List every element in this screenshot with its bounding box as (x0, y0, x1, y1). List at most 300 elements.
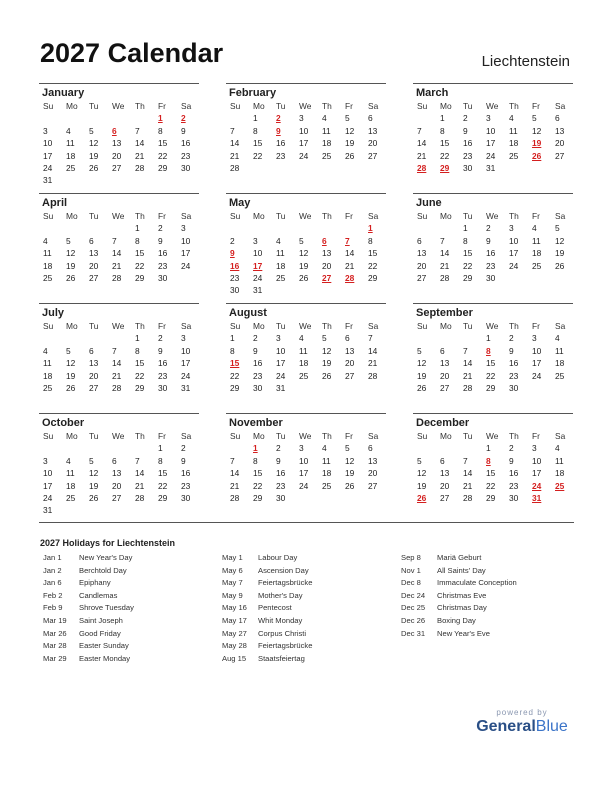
day-cell: 12 (66, 358, 76, 369)
holiday-column (222, 552, 312, 665)
day-cell: 25 (276, 272, 286, 283)
holiday-column (43, 552, 134, 665)
divider (39, 522, 574, 523)
day-cell: 6 (417, 235, 422, 246)
day-cell: 6 (368, 443, 373, 454)
empty-cell (39, 332, 62, 344)
day-cell: 17 (276, 358, 286, 369)
weekday-header: Su (417, 211, 428, 221)
day-cell: 8 (135, 345, 140, 356)
day-grid (226, 210, 386, 297)
weekday-header: Th (509, 321, 519, 331)
day-cell: 23 (276, 480, 286, 491)
weekday-header: We (486, 211, 499, 221)
weekday-header: Mo (440, 431, 452, 441)
day-cell: 17 (532, 468, 542, 479)
day-cell: 22 (486, 480, 496, 491)
day-cell: 26 (322, 370, 332, 381)
weekday-header: We (112, 211, 125, 221)
holiday-item (43, 640, 134, 653)
day-grid (39, 430, 199, 517)
day-cell: 21 (440, 260, 450, 271)
empty-cell (459, 332, 482, 344)
day-cell: 18 (66, 150, 76, 161)
day-cell: 14 (463, 358, 473, 369)
weekday-header: Th (135, 101, 145, 111)
day-cell: 2 (230, 235, 235, 246)
day-cell: 21 (230, 150, 240, 161)
holiday-name: Christmas Eve (437, 590, 487, 600)
day-cell: 23 (181, 480, 191, 491)
weekday-header: Su (230, 431, 241, 441)
day-cell: 7 (463, 345, 468, 356)
day-cell: 1 (440, 113, 445, 124)
day-cell: 9 (509, 345, 514, 356)
day-cell: 16 (181, 468, 191, 479)
day-cell: 4 (66, 125, 71, 136)
holiday-name: Mother's Day (258, 590, 303, 600)
holiday-name: New Year's Day (79, 553, 133, 562)
day-cell: 8 (368, 235, 373, 246)
holiday-day: 28 (345, 272, 355, 283)
day-cell: 3 (299, 443, 304, 454)
weekday-header: Th (509, 101, 519, 111)
day-grid (226, 100, 386, 174)
day-cell: 18 (555, 468, 565, 479)
day-grid (39, 320, 199, 394)
day-cell: 18 (322, 138, 332, 149)
day-cell: 16 (486, 248, 496, 259)
day-cell: 9 (158, 235, 163, 246)
day-cell: 17 (43, 480, 53, 491)
weekday-header: Tu (463, 101, 473, 111)
day-cell: 13 (417, 248, 427, 259)
day-grid (39, 210, 199, 284)
day-cell: 5 (299, 235, 304, 246)
weekday-header: Th (322, 101, 332, 111)
day-cell: 30 (509, 492, 519, 503)
holiday-day: 31 (532, 492, 542, 503)
day-cell: 5 (532, 113, 537, 124)
weekday-header: Th (135, 211, 145, 221)
empty-cell (108, 442, 131, 454)
day-cell: 20 (345, 358, 355, 369)
month-name: December (416, 417, 470, 429)
holiday-name: Boxing Day (437, 615, 476, 625)
day-cell: 2 (158, 223, 163, 234)
holiday-day: 7 (345, 235, 350, 246)
weekday-header: Su (43, 321, 54, 331)
weekday-header: Sa (555, 101, 566, 111)
holiday-day: 1 (158, 113, 163, 124)
holiday-item (222, 653, 312, 666)
day-cell: 7 (417, 125, 422, 136)
day-cell: 23 (509, 480, 519, 491)
day-cell: 30 (158, 272, 168, 283)
month-february (226, 83, 386, 174)
day-cell: 5 (89, 125, 94, 136)
day-cell: 4 (43, 235, 48, 246)
day-cell: 10 (509, 235, 519, 246)
empty-cell (413, 222, 436, 234)
day-cell: 18 (299, 358, 309, 369)
weekday-header: Su (417, 101, 428, 111)
day-cell: 21 (463, 370, 473, 381)
day-cell: 4 (555, 443, 560, 454)
day-cell: 14 (368, 345, 378, 356)
page-title: 2027 Calendar (40, 38, 224, 68)
day-cell: 31 (276, 382, 286, 393)
day-cell: 2 (509, 443, 514, 454)
day-cell: 30 (158, 382, 168, 393)
day-cell: 14 (463, 468, 473, 479)
day-cell: 12 (322, 345, 332, 356)
day-cell: 13 (345, 345, 355, 356)
holiday-item (43, 615, 134, 628)
weekday-header: Tu (276, 211, 286, 221)
day-cell: 19 (417, 480, 427, 491)
holiday-date: Mar 28 (43, 641, 67, 651)
day-cell: 7 (112, 345, 117, 356)
day-cell: 4 (322, 113, 327, 124)
day-cell: 10 (181, 345, 191, 356)
day-cell: 8 (135, 235, 140, 246)
day-cell: 24 (253, 272, 263, 283)
weekday-header: Tu (463, 321, 473, 331)
weekday-header: Fr (158, 431, 166, 441)
day-cell: 26 (89, 162, 99, 173)
holiday-date: May 7 (222, 578, 243, 588)
brand-logo[interactable] (476, 718, 568, 736)
day-cell: 5 (66, 235, 71, 246)
weekday-header: Su (230, 101, 241, 111)
day-cell: 19 (89, 480, 99, 491)
month-name: April (42, 197, 68, 209)
weekday-header: Su (230, 321, 241, 331)
empty-cell (85, 222, 108, 234)
month-row (39, 193, 574, 303)
weekday-header: Sa (368, 321, 379, 331)
brand-blue: Blue (535, 718, 568, 735)
day-cell: 18 (322, 468, 332, 479)
day-cell: 10 (299, 125, 309, 136)
day-cell: 5 (417, 455, 422, 466)
day-cell: 25 (66, 162, 76, 173)
day-cell: 12 (66, 248, 76, 259)
day-cell: 17 (181, 248, 191, 259)
month-name: July (42, 307, 65, 319)
day-cell: 26 (66, 272, 76, 283)
holiday-name: Whit Monday (258, 615, 303, 625)
day-cell: 9 (158, 345, 163, 356)
day-cell: 9 (486, 235, 491, 246)
day-cell: 29 (368, 272, 378, 283)
day-cell: 11 (322, 455, 331, 466)
holiday-item (401, 628, 517, 641)
empty-cell (62, 112, 85, 124)
day-cell: 21 (112, 370, 122, 381)
holiday-date: Jan 2 (43, 565, 62, 575)
day-cell: 5 (322, 333, 327, 344)
holiday-name: Labour Day (258, 553, 298, 562)
holiday-day: 1 (368, 223, 373, 234)
day-cell: 12 (555, 235, 565, 246)
weekday-header: Fr (158, 211, 166, 221)
month-name: June (416, 197, 442, 209)
day-cell: 4 (299, 333, 304, 344)
holiday-day: 2 (276, 113, 281, 124)
day-cell: 25 (43, 272, 53, 283)
day-cell: 21 (112, 260, 122, 271)
day-cell: 16 (463, 138, 473, 149)
weekday-header: Fr (345, 101, 353, 111)
holiday-item (222, 615, 312, 628)
empty-cell (39, 222, 62, 234)
day-cell: 19 (345, 138, 355, 149)
day-cell: 11 (532, 235, 541, 246)
day-cell: 19 (345, 468, 355, 479)
weekday-header: Sa (555, 321, 566, 331)
day-cell: 4 (555, 333, 560, 344)
day-cell: 31 (181, 382, 191, 393)
day-cell: 8 (158, 455, 163, 466)
day-cell: 22 (440, 150, 450, 161)
day-cell: 23 (230, 272, 240, 283)
holiday-item (43, 565, 134, 578)
day-cell: 15 (463, 248, 473, 259)
day-cell: 8 (253, 455, 258, 466)
day-cell: 26 (345, 150, 355, 161)
month-may (226, 193, 386, 297)
day-cell: 29 (486, 382, 496, 393)
day-cell: 24 (43, 162, 53, 173)
empty-cell (39, 112, 62, 124)
weekday-header: Tu (276, 101, 286, 111)
day-cell: 24 (299, 480, 309, 491)
day-cell: 30 (181, 492, 191, 503)
holiday-name: Candlemas (79, 590, 118, 600)
day-cell: 11 (509, 125, 518, 136)
day-cell: 20 (368, 138, 378, 149)
weekday-header: We (112, 101, 125, 111)
holiday-item (222, 640, 312, 653)
holiday-date: Mar 29 (43, 653, 67, 663)
weekday-header: Mo (253, 321, 265, 331)
day-cell: 20 (368, 468, 378, 479)
day-cell: 25 (299, 370, 309, 381)
day-cell: 27 (440, 382, 450, 393)
day-cell: 18 (66, 480, 76, 491)
day-cell: 12 (89, 468, 99, 479)
day-cell: 29 (158, 162, 168, 173)
day-cell: 1 (230, 333, 235, 344)
day-cell: 23 (276, 150, 286, 161)
day-cell: 8 (158, 125, 163, 136)
holiday-name: All Saints' Day (437, 565, 486, 575)
day-cell: 20 (322, 260, 332, 271)
day-cell: 11 (555, 345, 564, 356)
day-cell: 30 (253, 382, 263, 393)
holiday-item (43, 577, 134, 590)
day-cell: 1 (486, 443, 491, 454)
day-cell: 3 (253, 235, 258, 246)
day-cell: 13 (440, 468, 450, 479)
weekday-header: Th (135, 431, 145, 441)
month-july (39, 303, 199, 394)
month-name: January (42, 87, 85, 99)
empty-cell (85, 332, 108, 344)
weekday-header: We (299, 321, 312, 331)
day-cell: 12 (345, 125, 355, 136)
day-cell: 15 (253, 468, 263, 479)
weekday-header: We (112, 321, 125, 331)
day-cell: 25 (555, 370, 565, 381)
day-cell: 22 (135, 260, 145, 271)
holiday-date: Dec 25 (401, 603, 426, 613)
day-cell: 10 (532, 345, 542, 356)
day-cell: 4 (276, 235, 281, 246)
day-cell: 8 (230, 345, 235, 356)
weekday-header: Th (509, 431, 519, 441)
day-cell: 16 (158, 358, 168, 369)
day-cell: 5 (345, 443, 350, 454)
holiday-item (43, 628, 134, 641)
day-cell: 15 (486, 468, 496, 479)
day-cell: 18 (43, 260, 53, 271)
month-name: May (229, 197, 251, 209)
holiday-item (401, 565, 517, 578)
holiday-name: Immaculate Conception (437, 578, 517, 588)
day-cell: 22 (135, 370, 145, 381)
day-cell: 1 (135, 333, 140, 344)
holiday-day: 17 (253, 260, 263, 271)
day-cell: 22 (486, 370, 496, 381)
holiday-date: Dec 24 (401, 590, 426, 600)
day-cell: 1 (135, 223, 140, 234)
day-cell: 6 (89, 235, 94, 246)
weekday-header: Sa (555, 431, 566, 441)
empty-cell (226, 112, 249, 124)
holiday-item (222, 602, 312, 615)
day-cell: 17 (181, 358, 191, 369)
day-cell: 13 (555, 125, 565, 136)
holiday-item (401, 615, 517, 628)
weekday-header: Mo (253, 101, 265, 111)
day-cell: 29 (135, 272, 145, 283)
weekday-header: Sa (181, 431, 192, 441)
day-cell: 31 (43, 505, 53, 516)
day-cell: 14 (135, 468, 145, 479)
holiday-day: 24 (532, 480, 542, 491)
day-cell: 31 (43, 175, 53, 186)
day-cell: 12 (89, 138, 99, 149)
weekday-header: Mo (440, 101, 452, 111)
empty-cell (413, 332, 436, 344)
day-cell: 7 (440, 235, 445, 246)
weekday-header: Su (43, 431, 54, 441)
day-cell: 14 (135, 138, 145, 149)
day-cell: 27 (417, 272, 427, 283)
day-cell: 16 (276, 468, 286, 479)
weekday-header: We (486, 431, 499, 441)
day-cell: 28 (112, 272, 122, 283)
day-cell: 2 (276, 443, 281, 454)
holiday-item (43, 653, 134, 666)
day-cell: 20 (417, 260, 427, 271)
empty-cell (413, 112, 436, 124)
weekday-header: Sa (181, 211, 192, 221)
holiday-item (43, 552, 134, 565)
holiday-name: Corpus Christi (258, 628, 307, 638)
day-cell: 30 (486, 272, 496, 283)
weekday-header: Tu (89, 321, 99, 331)
day-cell: 20 (440, 370, 450, 381)
day-cell: 25 (532, 260, 542, 271)
holiday-day: 6 (112, 125, 117, 136)
month-october (39, 413, 199, 517)
holiday-name: Saint Joseph (79, 615, 123, 625)
day-cell: 13 (368, 455, 378, 466)
day-cell: 28 (135, 492, 145, 503)
day-cell: 21 (135, 150, 145, 161)
day-cell: 3 (486, 113, 491, 124)
day-cell: 7 (463, 455, 468, 466)
weekday-header: Tu (463, 431, 473, 441)
day-grid (226, 320, 386, 394)
day-cell: 20 (440, 480, 450, 491)
day-cell: 17 (532, 358, 542, 369)
day-cell: 2 (463, 113, 468, 124)
empty-cell (459, 442, 482, 454)
day-cell: 11 (66, 138, 75, 149)
holiday-item (222, 552, 312, 565)
empty-cell (295, 222, 318, 234)
empty-cell (131, 442, 154, 454)
day-cell: 15 (440, 138, 450, 149)
weekday-header: Mo (66, 211, 78, 221)
brand-general: General (476, 718, 536, 735)
day-cell: 18 (509, 138, 519, 149)
holiday-date: Dec 31 (401, 628, 426, 638)
day-cell: 28 (230, 162, 240, 173)
day-cell: 11 (276, 248, 285, 259)
day-cell: 3 (43, 455, 48, 466)
day-cell: 20 (89, 370, 99, 381)
weekday-header: We (299, 211, 312, 221)
day-grid (413, 100, 573, 174)
day-cell: 7 (135, 455, 140, 466)
empty-cell (436, 222, 459, 234)
day-cell: 10 (253, 248, 263, 259)
holiday-item (401, 590, 517, 603)
holiday-name: Shrove Tuesday (79, 603, 134, 613)
day-cell: 15 (158, 468, 168, 479)
day-cell: 16 (181, 138, 191, 149)
day-cell: 2 (486, 223, 491, 234)
day-cell: 27 (368, 150, 378, 161)
holiday-day: 25 (555, 480, 565, 491)
empty-cell (318, 222, 341, 234)
day-cell: 12 (345, 455, 355, 466)
holiday-name: Mariä Geburt (437, 553, 482, 562)
empty-cell (131, 112, 154, 124)
holiday-item (401, 577, 517, 590)
day-cell: 13 (89, 248, 99, 259)
day-cell: 3 (43, 125, 48, 136)
day-cell: 23 (158, 260, 168, 271)
weekday-header: Fr (158, 321, 166, 331)
weekday-header: We (486, 321, 499, 331)
